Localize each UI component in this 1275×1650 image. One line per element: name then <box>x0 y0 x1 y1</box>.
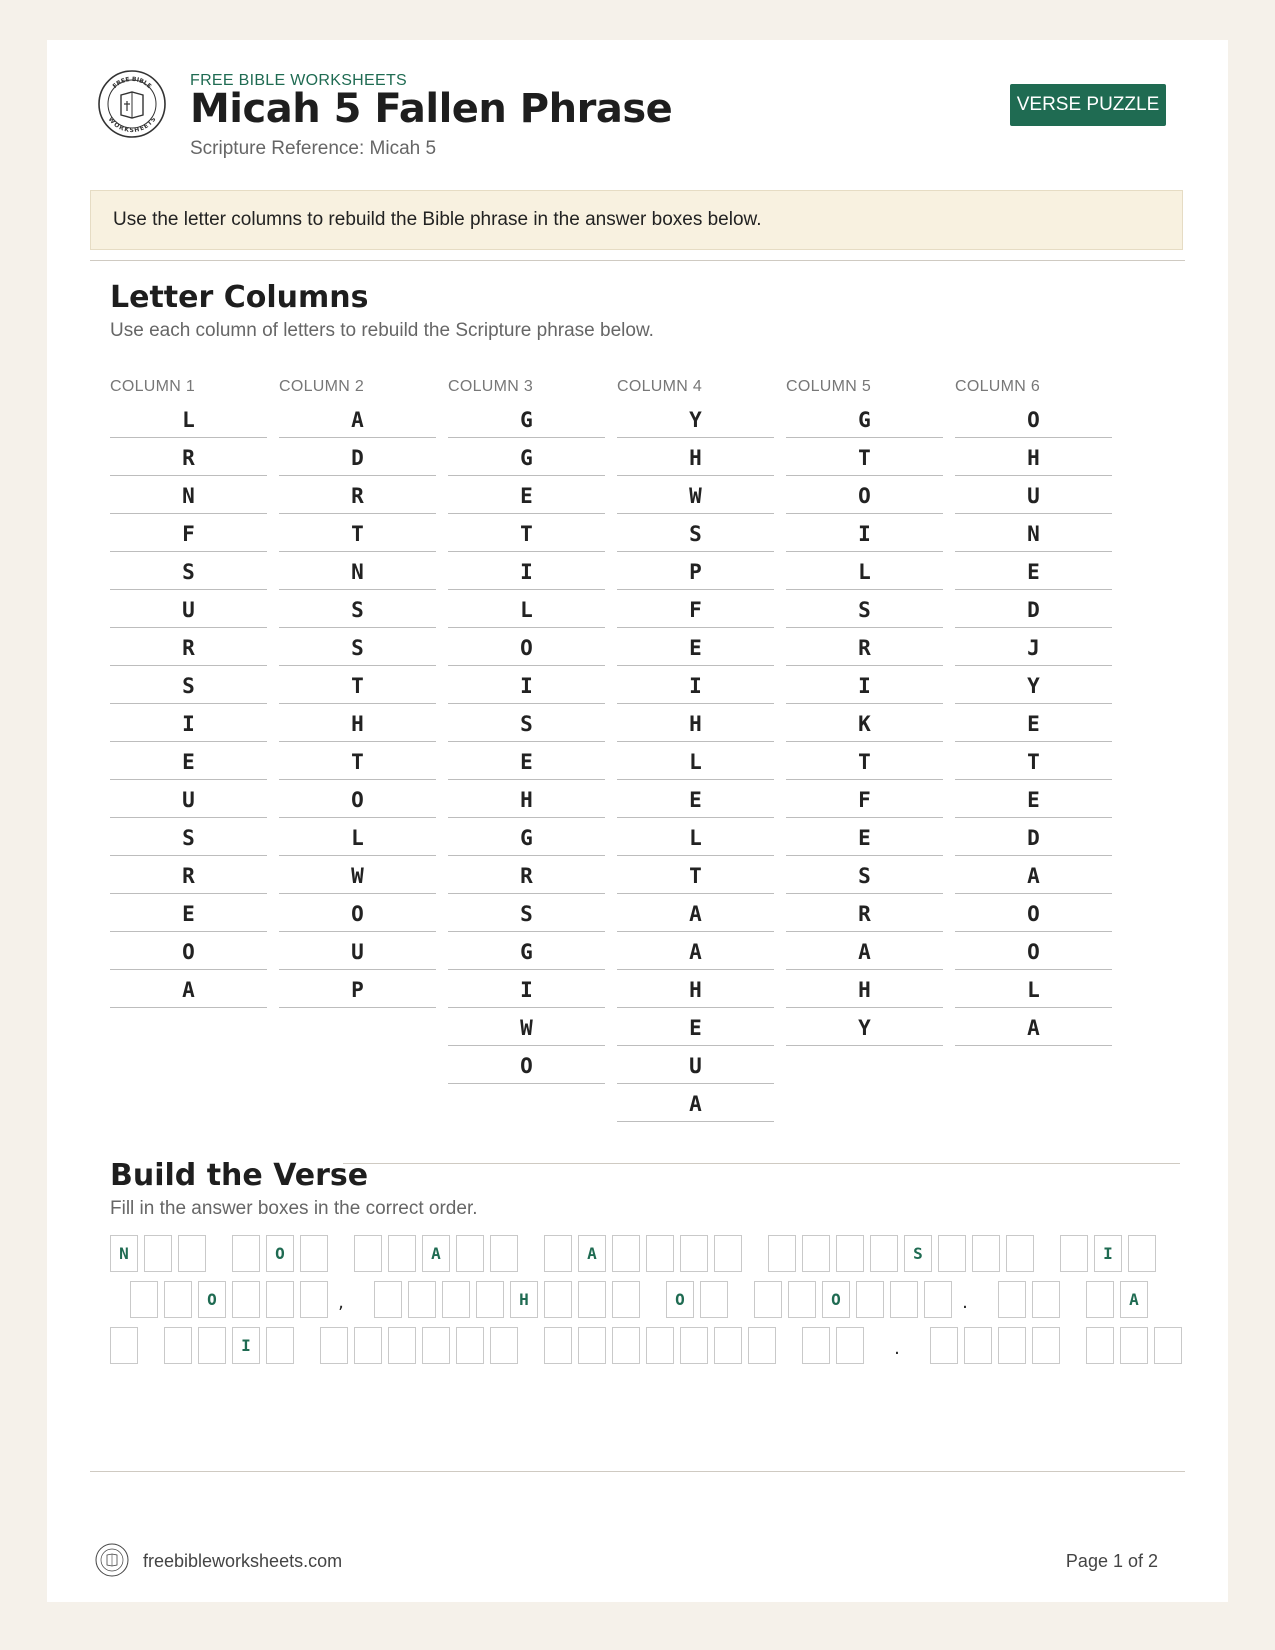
footer-logo-icon <box>94 1542 130 1578</box>
column-letter: R <box>110 438 267 476</box>
answer-box[interactable] <box>754 1281 782 1318</box>
answer-box[interactable] <box>300 1281 328 1318</box>
column-letter: T <box>279 742 436 780</box>
column-letter: T <box>448 514 605 552</box>
column-letter: F <box>110 514 267 552</box>
answer-box[interactable] <box>456 1235 484 1272</box>
column-letter: H <box>448 780 605 818</box>
column-letter: R <box>110 856 267 894</box>
column-letter: O <box>955 894 1112 932</box>
answer-box[interactable] <box>578 1281 606 1318</box>
letter-columns-description: Use each column of letters to rebuild the Scripture phrase below. <box>110 320 654 341</box>
column-letter: Y <box>786 1008 943 1046</box>
column-letter: L <box>617 742 774 780</box>
answer-box[interactable]: A <box>578 1235 606 1272</box>
divider <box>343 1163 1180 1164</box>
column-letter: T <box>279 666 436 704</box>
column-letter: L <box>617 818 774 856</box>
answer-box[interactable]: S <box>904 1235 932 1272</box>
column-letter: W <box>279 856 436 894</box>
answer-box[interactable]: O <box>266 1235 294 1272</box>
column-letter: S <box>448 894 605 932</box>
column-letter: K <box>786 704 943 742</box>
column-letter: D <box>955 818 1112 856</box>
column-letter: E <box>448 476 605 514</box>
brand-label: FREE BIBLE WORKSHEETS <box>190 72 408 89</box>
column-letter: E <box>110 742 267 780</box>
column-letter: O <box>955 932 1112 970</box>
answer-box[interactable] <box>646 1235 674 1272</box>
answer-box[interactable] <box>354 1327 382 1364</box>
column-letter: R <box>786 628 943 666</box>
column-letter: F <box>786 780 943 818</box>
answer-box[interactable] <box>1154 1327 1182 1364</box>
column-letter: N <box>955 514 1112 552</box>
answer-box[interactable] <box>490 1327 518 1364</box>
answer-box[interactable] <box>612 1327 640 1364</box>
build-verse-description: Fill in the answer boxes in the correct order. <box>110 1198 478 1219</box>
column-header: COLUMN 4 <box>617 378 703 395</box>
answer-box[interactable] <box>1086 1281 1114 1318</box>
scripture-reference: Scripture Reference: Micah 5 <box>190 138 437 159</box>
column-letter: S <box>279 628 436 666</box>
column-letter: E <box>955 704 1112 742</box>
column-letter: I <box>448 970 605 1008</box>
column-letter: E <box>448 742 605 780</box>
answer-box[interactable]: I <box>232 1327 260 1364</box>
column-letter: E <box>617 628 774 666</box>
column-letter: P <box>617 552 774 590</box>
answer-box[interactable] <box>1120 1327 1148 1364</box>
answer-box[interactable] <box>714 1235 742 1272</box>
column-letter: D <box>279 438 436 476</box>
column-letter: I <box>786 514 943 552</box>
answer-box[interactable] <box>266 1327 294 1364</box>
column-letter: H <box>279 704 436 742</box>
answer-box[interactable] <box>1086 1327 1114 1364</box>
column-letter: Y <box>617 400 774 438</box>
answer-box[interactable] <box>870 1235 898 1272</box>
answer-box[interactable] <box>164 1281 192 1318</box>
column-letter: G <box>448 818 605 856</box>
column-letter: E <box>955 552 1112 590</box>
column-letter: N <box>110 476 267 514</box>
column-letter: I <box>617 666 774 704</box>
column-letter: G <box>786 400 943 438</box>
column-letter: H <box>786 970 943 1008</box>
column-letter: O <box>448 1046 605 1084</box>
column-letter: I <box>448 552 605 590</box>
answer-box[interactable] <box>924 1281 952 1318</box>
instruction-box <box>90 190 1183 250</box>
column-letter: O <box>279 780 436 818</box>
column-letter: F <box>617 590 774 628</box>
column-letter: O <box>448 628 605 666</box>
answer-box[interactable] <box>998 1327 1026 1364</box>
answer-box[interactable] <box>578 1327 606 1364</box>
column-letter: S <box>110 818 267 856</box>
answer-box[interactable] <box>612 1281 640 1318</box>
column-letter: R <box>448 856 605 894</box>
footer-site: freebibleworksheets.com <box>143 1551 343 1571</box>
letter-columns-title: Letter Columns <box>110 280 369 315</box>
answer-box[interactable] <box>748 1327 776 1364</box>
answer-box[interactable] <box>788 1281 816 1318</box>
column-letter: G <box>448 438 605 476</box>
column-header: COLUMN 3 <box>448 378 534 395</box>
column-letter: T <box>279 514 436 552</box>
answer-box[interactable] <box>544 1327 572 1364</box>
column-letter: S <box>786 856 943 894</box>
logo-text-top: FREE BIBLE <box>111 75 153 91</box>
answer-box[interactable] <box>972 1235 1000 1272</box>
answer-box[interactable]: A <box>422 1235 450 1272</box>
answer-box[interactable] <box>388 1235 416 1272</box>
build-verse-title: Build the Verse <box>110 1158 369 1193</box>
answer-box[interactable] <box>1032 1281 1060 1318</box>
column-letter: A <box>955 1008 1112 1046</box>
column-letter: W <box>448 1008 605 1046</box>
page-title: Micah 5 Fallen Phrase <box>190 86 673 132</box>
column-letter: P <box>279 970 436 1008</box>
answer-box[interactable] <box>198 1327 226 1364</box>
answer-box[interactable] <box>768 1235 796 1272</box>
column-letter: E <box>617 1008 774 1046</box>
answer-box[interactable]: H <box>510 1281 538 1318</box>
column-letter: H <box>617 438 774 476</box>
column-letter: T <box>955 742 1112 780</box>
answer-box[interactable] <box>110 1327 138 1364</box>
column-letter: O <box>786 476 943 514</box>
column-header: COLUMN 1 <box>110 378 196 395</box>
answer-box[interactable] <box>1006 1235 1034 1272</box>
column-letter: S <box>786 590 943 628</box>
answer-box[interactable] <box>1060 1235 1088 1272</box>
answer-box[interactable] <box>544 1281 572 1318</box>
answer-box[interactable] <box>802 1235 830 1272</box>
answer-box[interactable] <box>700 1281 728 1318</box>
column-letter: U <box>955 476 1112 514</box>
column-letter: E <box>786 818 943 856</box>
column-letter: U <box>110 590 267 628</box>
answer-box[interactable] <box>442 1281 470 1318</box>
column-letter: I <box>448 666 605 704</box>
answer-box[interactable]: N <box>110 1235 138 1272</box>
column-letter: A <box>617 894 774 932</box>
divider <box>90 260 1185 261</box>
answer-box[interactable] <box>646 1327 674 1364</box>
column-letter: T <box>786 742 943 780</box>
answer-punctuation: , <box>338 1292 344 1313</box>
column-letter: J <box>955 628 1112 666</box>
column-letter: R <box>786 894 943 932</box>
answer-punctuation: . <box>962 1292 968 1313</box>
answer-box[interactable] <box>232 1235 260 1272</box>
column-letter: T <box>786 438 943 476</box>
answer-box[interactable] <box>1032 1327 1060 1364</box>
answer-box[interactable] <box>836 1235 864 1272</box>
answer-box[interactable] <box>964 1327 992 1364</box>
column-letter: O <box>955 400 1112 438</box>
bible-logo-icon <box>97 69 167 139</box>
answer-box[interactable] <box>680 1327 708 1364</box>
column-letter: W <box>617 476 774 514</box>
column-letter: H <box>617 704 774 742</box>
logo-text-bottom: WORKSHEETS <box>106 115 158 135</box>
column-letter: E <box>110 894 267 932</box>
column-letter: L <box>110 400 267 438</box>
answer-box[interactable] <box>544 1235 572 1272</box>
column-letter: O <box>279 894 436 932</box>
answer-box[interactable] <box>490 1235 518 1272</box>
column-letter: U <box>110 780 267 818</box>
answer-box[interactable] <box>930 1327 958 1364</box>
answer-box[interactable] <box>476 1281 504 1318</box>
column-letter: A <box>617 932 774 970</box>
answer-box[interactable] <box>178 1235 206 1272</box>
answer-box[interactable] <box>680 1235 708 1272</box>
column-letter: A <box>786 932 943 970</box>
worksheet-page <box>47 40 1228 1602</box>
column-letter: R <box>279 476 436 514</box>
column-letter: O <box>110 932 267 970</box>
column-letter: S <box>279 590 436 628</box>
column-letter: R <box>110 628 267 666</box>
column-letter: S <box>110 552 267 590</box>
answer-box[interactable] <box>266 1281 294 1318</box>
answer-box[interactable] <box>998 1281 1026 1318</box>
column-letter: S <box>448 704 605 742</box>
answer-box[interactable] <box>938 1235 966 1272</box>
answer-box[interactable] <box>422 1327 450 1364</box>
column-letter: I <box>110 704 267 742</box>
footer-divider <box>90 1471 1185 1472</box>
column-letter: S <box>617 514 774 552</box>
answer-box[interactable]: I <box>1094 1235 1122 1272</box>
answer-box[interactable]: O <box>198 1281 226 1318</box>
answer-box[interactable] <box>164 1327 192 1364</box>
answer-box[interactable] <box>1128 1235 1156 1272</box>
column-letter: E <box>617 780 774 818</box>
answer-box[interactable] <box>130 1281 158 1318</box>
column-header: COLUMN 2 <box>279 378 365 395</box>
answer-punctuation: . <box>894 1338 900 1359</box>
answer-box[interactable] <box>320 1327 348 1364</box>
column-letter: N <box>279 552 436 590</box>
answer-box[interactable] <box>144 1235 172 1272</box>
column-letter: G <box>448 932 605 970</box>
column-letter: A <box>955 856 1112 894</box>
column-letter: H <box>617 970 774 1008</box>
column-letter: L <box>955 970 1112 1008</box>
answer-box[interactable]: O <box>666 1281 694 1318</box>
column-letter: U <box>617 1046 774 1084</box>
column-letter: G <box>448 400 605 438</box>
answer-box[interactable] <box>714 1327 742 1364</box>
instruction-text: Use the letter columns to rebuild the Bible phrase in the answer boxes below. <box>113 209 762 230</box>
answer-box[interactable] <box>232 1281 260 1318</box>
column-letter: S <box>110 666 267 704</box>
column-letter: H <box>955 438 1112 476</box>
answer-box[interactable] <box>408 1281 436 1318</box>
column-letter: L <box>786 552 943 590</box>
column-letter: L <box>448 590 605 628</box>
column-letter: T <box>617 856 774 894</box>
column-letter: A <box>617 1084 774 1122</box>
answer-box[interactable] <box>802 1327 830 1364</box>
column-letter: A <box>279 400 436 438</box>
answer-box[interactable] <box>354 1235 382 1272</box>
column-header: COLUMN 6 <box>955 378 1041 395</box>
answer-box[interactable] <box>456 1327 484 1364</box>
header <box>47 40 1228 190</box>
answer-box[interactable] <box>856 1281 884 1318</box>
column-letter: D <box>955 590 1112 628</box>
answer-box[interactable]: A <box>1120 1281 1148 1318</box>
answer-box[interactable] <box>388 1327 416 1364</box>
column-letter: Y <box>955 666 1112 704</box>
answer-box[interactable] <box>890 1281 918 1318</box>
column-letter: A <box>110 970 267 1008</box>
answer-box[interactable] <box>300 1235 328 1272</box>
column-letter: I <box>786 666 943 704</box>
answer-box[interactable] <box>612 1235 640 1272</box>
column-letter: L <box>279 818 436 856</box>
column-letter: E <box>955 780 1112 818</box>
answer-box[interactable]: O <box>822 1281 850 1318</box>
verse-puzzle-badge: VERSE PUZZLE <box>1010 84 1166 126</box>
column-header: COLUMN 5 <box>786 378 872 395</box>
page-number: Page 1 of 2 <box>1065 1551 1158 1571</box>
answer-box[interactable] <box>836 1327 864 1364</box>
answer-box[interactable] <box>374 1281 402 1318</box>
column-letter: U <box>279 932 436 970</box>
